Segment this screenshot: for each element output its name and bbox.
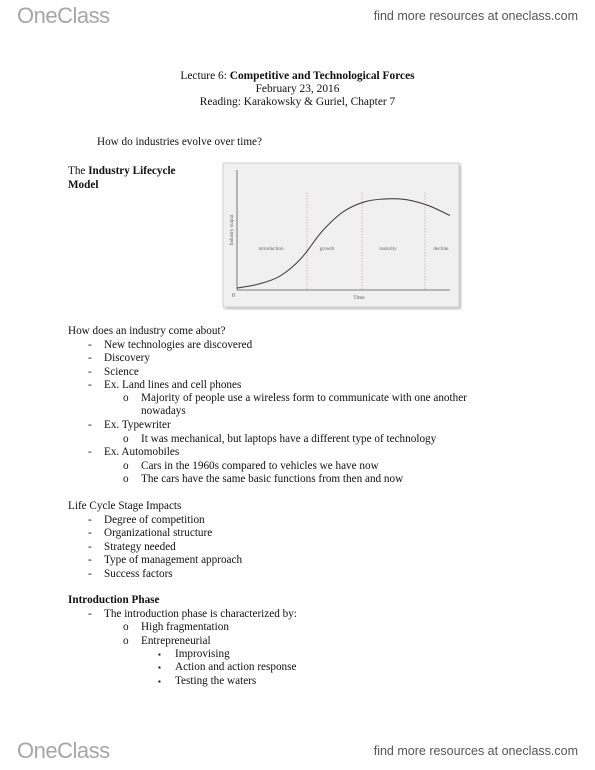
stage-label-decline: decline (433, 246, 449, 252)
circle-bullet: o (123, 460, 129, 472)
list-item: Success factors (104, 568, 173, 580)
dash-bullet: - (88, 419, 92, 431)
sub-list-item: The cars have the same basic functions from then and now (141, 473, 404, 485)
intro-phase-heading: Introduction Phase (68, 594, 160, 606)
dash-bullet: - (88, 554, 92, 566)
dash-bullet: - (88, 541, 92, 553)
list-item: Type of management approach (104, 554, 243, 566)
oneclass-logo-footer: OneClass (17, 738, 110, 763)
square-bullet: ▪ (158, 663, 161, 672)
list-item: Ex. Land lines and cell phones (104, 379, 242, 391)
dash-bullet: - (88, 608, 92, 620)
find-more-resources-link[interactable]: find more resources at oneclass.com (373, 9, 578, 23)
dash-bullet: - (88, 339, 92, 351)
sub-sub-list-item: Action and action response (175, 661, 297, 673)
list-item: Organizational structure (104, 527, 213, 539)
dash-bullet: - (88, 514, 92, 526)
list-item: Ex. Typewriter (104, 419, 171, 431)
stage-label-introduction: introduction (258, 246, 284, 252)
sub-list-item: Majority of people use a wireless form to communicate with one another (141, 392, 467, 404)
dash-bullet: - (88, 379, 92, 391)
origin-label: 0 (232, 293, 235, 299)
lecture-title: Lecture 6: Competitive and Technological Forces (180, 70, 415, 82)
lecture-header (0, 70, 595, 109)
list-item: Strategy needed (104, 541, 176, 553)
dash-bullet: - (88, 527, 92, 539)
dash-bullet: - (88, 568, 92, 580)
circle-bullet: o (123, 473, 129, 485)
x-axis-label: Time (353, 295, 365, 301)
sub-sub-list-item: Improvising (175, 648, 230, 660)
sub-list-item: Entrepreneurial (141, 635, 211, 647)
list-item: The introduction phase is characterized by: (104, 608, 297, 620)
stage-label-growth: growth (319, 246, 335, 252)
list-item: Ex. Automobiles (104, 446, 180, 458)
dash-bullet: - (88, 352, 92, 364)
dash-bullet: - (88, 446, 92, 458)
sub-list-item: High fragmentation (141, 621, 229, 633)
dash-bullet: - (88, 366, 92, 378)
impacts-heading: Life Cycle Stage Impacts (68, 500, 182, 512)
industry-lifecycle-chart (222, 162, 462, 310)
square-bullet: ▪ (158, 650, 161, 659)
sub-list-item: Cars in the 1960s compared to vehicles we have now (141, 460, 379, 472)
circle-bullet: o (123, 433, 129, 445)
find-more-resources-link-footer[interactable]: find more resources at oneclass.com (373, 744, 578, 758)
question-evolve: How do industries evolve over time? (97, 136, 262, 148)
lecture-date: February 23, 2016 (255, 83, 340, 95)
oneclass-logo: OneClass (17, 3, 110, 28)
sub-list-item-continued: nowadays (141, 405, 186, 417)
sub-sub-list-item: Testing the waters (175, 675, 257, 687)
stage-label-maturity: maturity (379, 246, 397, 252)
question-come-about: How does an industry come about? (68, 325, 226, 337)
list-item: Degree of competition (104, 514, 205, 526)
list-item: Discovery (104, 352, 150, 364)
sub-list-item: It was mechanical, but laptops have a different type of technology (141, 433, 437, 445)
lifecycle-heading-line2: Model (68, 179, 99, 191)
lifecycle-heading-line1: The Industry Lifecycle (68, 165, 176, 177)
circle-bullet: o (123, 392, 129, 404)
y-axis-label: Industry output (230, 214, 235, 246)
list-item: Science (104, 366, 139, 378)
circle-bullet: o (123, 621, 129, 633)
square-bullet: ▪ (158, 677, 161, 686)
chart-frame (223, 163, 459, 307)
list-item: New technologies are discovered (104, 339, 253, 351)
lecture-reading: Reading: Karakowsky & Guriel, Chapter 7 (199, 96, 396, 108)
circle-bullet: o (123, 635, 129, 647)
